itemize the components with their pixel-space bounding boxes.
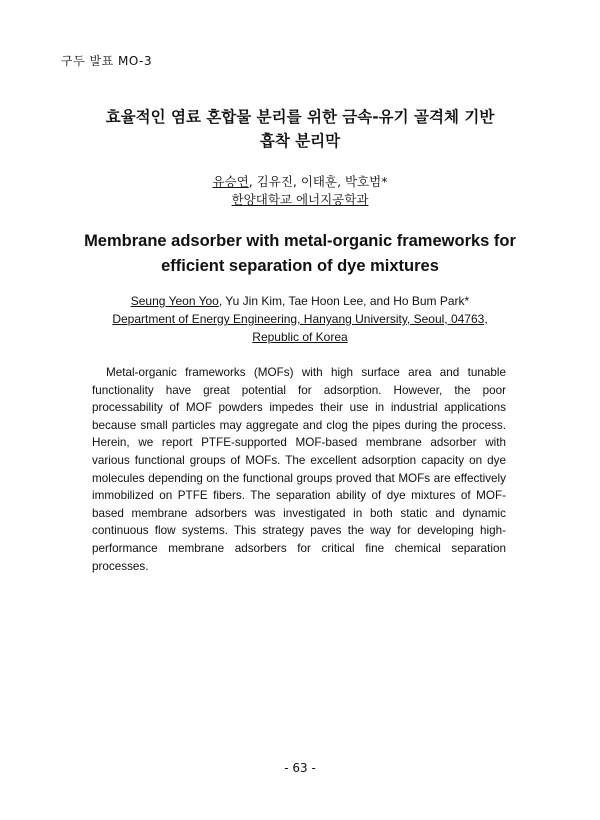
- korean-coauthors: , 김유진, 이태훈, 박호범*: [248, 174, 388, 189]
- korean-title-line1: 효율적인 염료 혼합물 분리를 위한 금속-유기 골격체 기반: [105, 108, 495, 126]
- korean-first-author: 유승연: [212, 174, 249, 189]
- korean-title-line2: 흡착 분리막: [259, 132, 341, 150]
- english-affiliation-line2-text: Republic of Korea: [252, 330, 348, 344]
- english-first-author: Seung Yeon Yoo: [130, 294, 219, 308]
- english-title-line1: Membrane adsorber with metal-organic frameworks for: [84, 232, 516, 250]
- korean-affiliation-text: 한양대학교 에너지공학과: [231, 192, 369, 207]
- english-coauthors: , Yu Jin Kim, Tae Hoon Lee, and Ho Bum Park*: [218, 294, 470, 308]
- korean-title: [40, 105, 560, 153]
- abstract-body: Metal-organic frameworks (MOFs) with high surface area and tunable functionality have great potential for adsorption. However, the poor processability of MOF powders impedes their use in industrial applications because small particles may aggregate and clog the pipes during the process. Herein, we report PTFE-supported MOF-based membrane adsorber with various functional groups of MOFs. The excellent adsorption capacity on dye molecules depending on the functional groups proved that MOFs are effectively immobilized on PTFE fibers. The separation ability of dye mixtures of MOF-based membrane adsorbers was investigated in both static and dynamic continuous flow systems. This strategy paves the way for developing high-performance membrane adsorbers for critical fine chemical separation processes.: [92, 366, 506, 573]
- korean-affiliation: [0, 191, 600, 209]
- english-title-line2: efficient separation of dye mixtures: [161, 257, 439, 275]
- english-affiliation-line1-text: Department of Energy Engineering, Hanyang University, Seoul, 04763,: [112, 312, 488, 326]
- english-affiliation-line2: [0, 328, 600, 346]
- english-title: [40, 229, 560, 279]
- session-label: 구두 발표 MO-3: [61, 54, 153, 68]
- page-number: - 63 -: [284, 761, 316, 775]
- english-affiliation-line1: [0, 310, 600, 328]
- english-authors: [0, 292, 600, 310]
- korean-authors: [0, 173, 600, 191]
